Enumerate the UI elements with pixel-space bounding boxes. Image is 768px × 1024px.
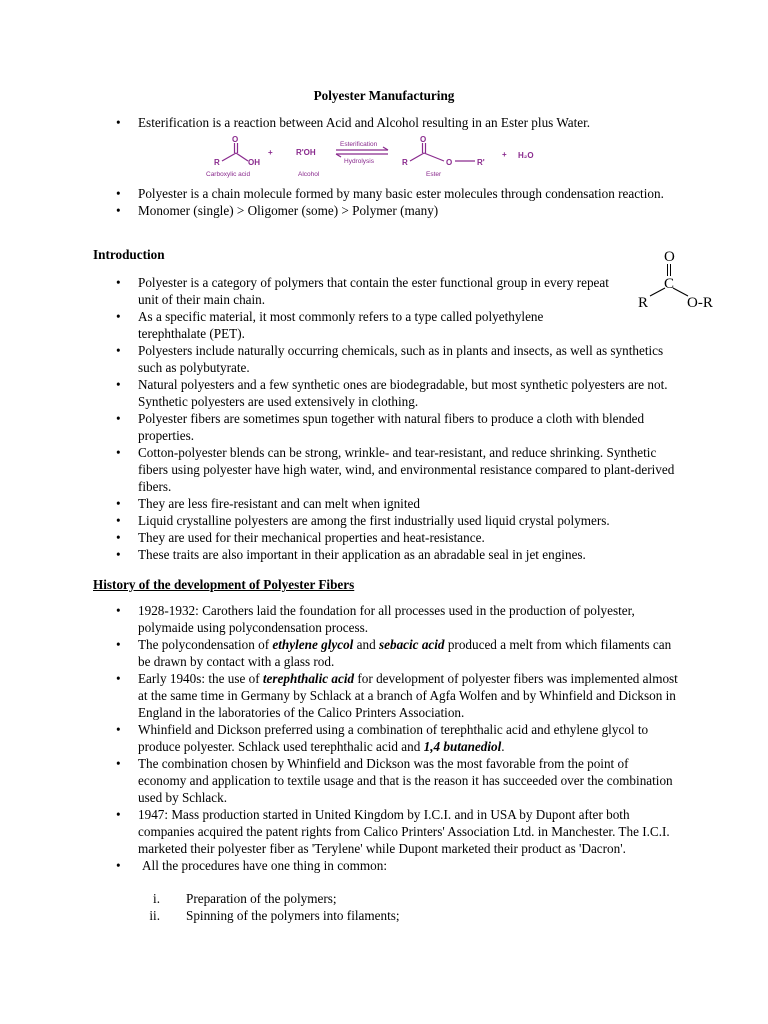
- sub-list-number: i.: [153, 891, 160, 906]
- ethylene-glycol-term: ethylene glycol: [272, 637, 354, 652]
- plus-sign: +: [502, 150, 507, 159]
- butanediol-term: 1,4 butanediol: [423, 739, 502, 754]
- bond-line: [222, 153, 236, 161]
- history-list: [0, 602, 682, 874]
- history-heading: History of the development of Polyester Fibers: [93, 577, 355, 592]
- list-item: • All the procedures have one thing in common:: [0, 857, 682, 874]
- esterification-reaction-diagram: [200, 134, 560, 180]
- list-item: • These traits are also important in their application as an abradable seal in jet engines.: [0, 546, 678, 563]
- list-item: • 1947: Mass production started in United Kingdom by I.C.I. and in USA by Dupont after both companies acquired the patent rights from Calico Printers' Association Ltd. in Manchester. The I.C.I. marketed their polyester fiber as 'Terylene' while Dupont marketed their product as 'Dacron'.: [0, 806, 678, 857]
- list-item: • Early 1940s: the use of terephthalic acid for development of polyester fibers was implemented almost at the same time in Germany by Schlack at a branch of Agfa Wolfen and by Whinfield and Dickson in England in the laboratories of the Calico Printers Association.: [0, 670, 678, 721]
- carbon-atom: C: [664, 276, 675, 292]
- esterification-label: Esterification: [340, 141, 378, 148]
- bond-line: [424, 153, 444, 161]
- r-group-label: R: [402, 158, 408, 167]
- carboxylic-acid-label: Carboxylic acid: [206, 171, 251, 178]
- overview-list-continued: [0, 185, 678, 219]
- bond-line: [673, 288, 688, 296]
- alcohol-formula: R'OH: [296, 148, 316, 157]
- list-item: • Liquid crystalline polyesters are among the first industrially used liquid crystal polymers.: [0, 512, 678, 529]
- water-formula: H₂O: [518, 151, 534, 160]
- list-item: • The combination chosen by Whinfield and Dickson was the most favorable from the point of economy and application to textile usage and that is the reason it has succeeded over the combination used by Schlack.: [0, 755, 678, 806]
- ester-functional-group-structure: [632, 246, 728, 312]
- carbonyl-oxygen: O: [664, 249, 675, 265]
- list-item: • Esterification is a reaction between Acid and Alcohol resulting in an Ester plus Water.: [0, 114, 678, 131]
- introduction-list: [0, 342, 678, 563]
- terephthalic-acid-term: terephthalic acid: [262, 671, 355, 686]
- oxygen-label: O: [420, 135, 427, 144]
- list-item: • Polyester is a chain molecule formed by many basic ester molecules through condensation reaction.: [0, 185, 678, 202]
- sub-list-text: Preparation of the polymers;: [186, 891, 337, 906]
- introduction-list-top: [0, 274, 613, 342]
- hydroxyl-label: OH: [248, 158, 260, 167]
- list-item: • 1928-1932: Carothers laid the foundation for all processes used in the production of polyester, polymaide using polycondensation process.: [0, 602, 678, 636]
- introduction-heading: Introduction: [93, 247, 165, 262]
- bond-line: [410, 153, 424, 161]
- list-item: • Cotton-polyester blends can be strong, wrinkle- and tear-resistant, and reduce shrinking. Synthetic fibers using polyester have high water, wind, and environmental resistance compared to plant-derived fibers.: [0, 444, 678, 495]
- ester-oxygen-label: O: [446, 158, 453, 167]
- list-item: • Monomer (single) > Oligomer (some) > Polymer (many): [0, 202, 678, 219]
- list-item: • They are less fire-resistant and can melt when ignited: [0, 495, 678, 512]
- r-group-label: R: [214, 158, 220, 167]
- alcohol-label: Alcohol: [298, 171, 320, 178]
- bond-line: [236, 153, 248, 161]
- list-item: • Polyester fibers are sometimes spun together with natural fibers to produce a cloth with blended properties.: [0, 410, 678, 444]
- sub-list-text: Spinning of the polymers into filaments;: [186, 908, 400, 923]
- list-item: • They are used for their mechanical properties and heat-resistance.: [0, 529, 678, 546]
- list-item: • Whinfield and Dickson preferred using a combination of terephthalic acid and ethylene glycol to produce polyester. Schlack used terephthalic acid and 1,4 butanediol.: [0, 721, 678, 755]
- list-item: • Polyesters include naturally occurring chemicals, such as in plants and insects, as well as synthetics such as polybutyrate.: [0, 342, 678, 376]
- list-item: • Natural polyesters and a few synthetic ones are biodegradable, but most synthetic polyesters are not. Synthetic polyesters are used extensively in clothing.: [0, 376, 678, 410]
- sebacic-acid-term: sebacic acid: [378, 637, 445, 652]
- overview-list: [0, 114, 678, 131]
- oxygen-label: O: [232, 135, 239, 144]
- r-group: R: [638, 295, 649, 311]
- list-item: • Polyester is a category of polymers that contain the ester functional group in every repeat unit of their main chain.: [0, 274, 613, 308]
- hydrolysis-label: Hydrolysis: [344, 158, 374, 165]
- ester-label: Ester: [426, 171, 442, 178]
- bond-line: [650, 288, 665, 296]
- o-r-group: O-R: [687, 295, 713, 311]
- list-item: • The polycondensation of ethylene glycol and sebacic acid produced a melt from which filaments can be drawn by contact with a glass rod.: [0, 636, 678, 670]
- page-title: Polyester Manufacturing: [313, 88, 455, 103]
- r-prime-label: R': [477, 158, 485, 167]
- list-item: • As a specific material, it most commonly refers to a type called polyethylene terephthalate (PET).: [0, 308, 613, 342]
- plus-sign: +: [268, 148, 273, 157]
- sub-list-number: ii.: [149, 908, 160, 923]
